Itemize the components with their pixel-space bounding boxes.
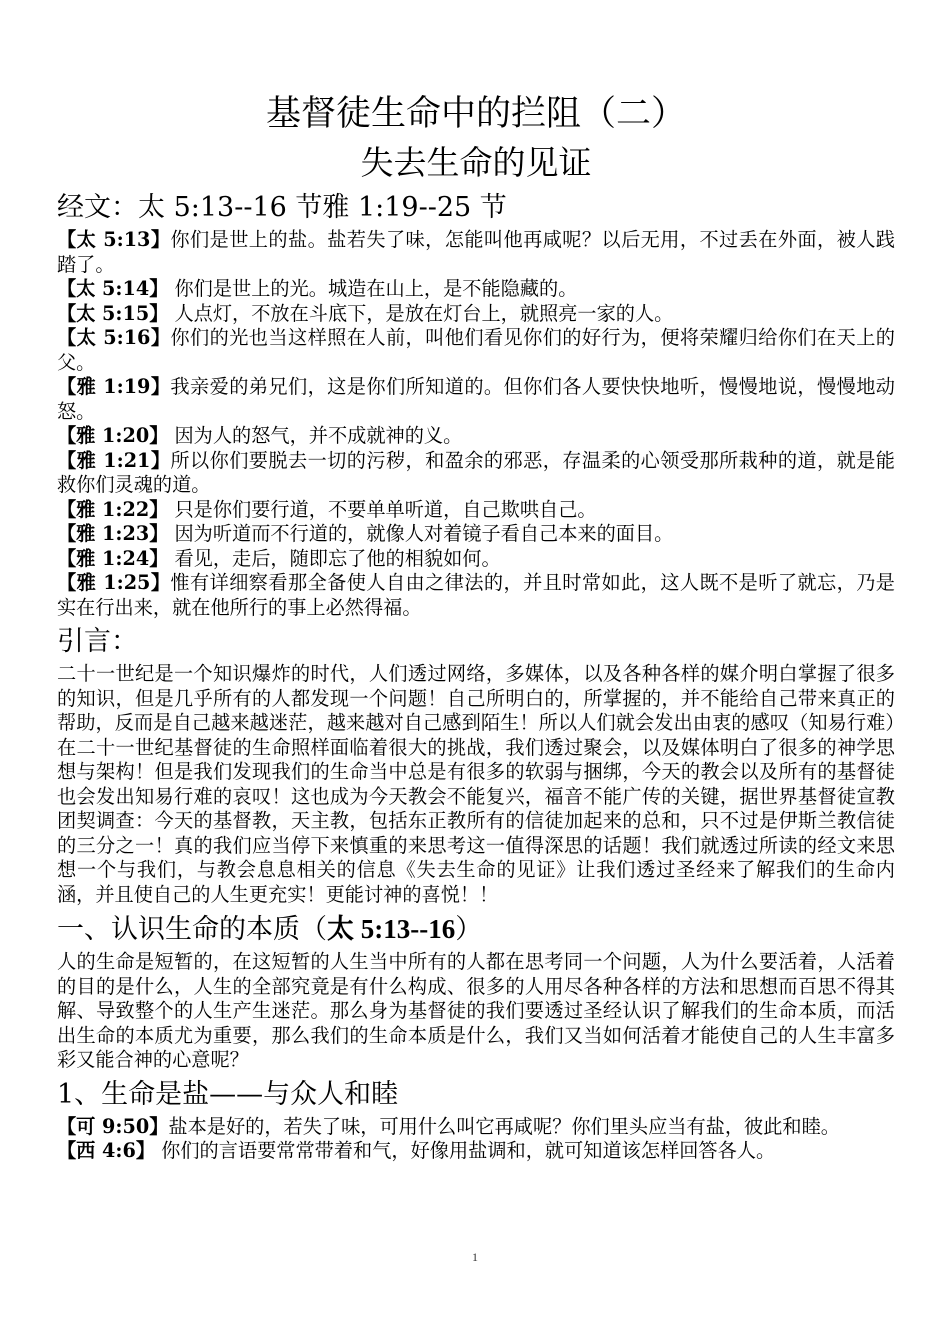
section-heading-ref: 太 5:13--16 — [327, 914, 456, 944]
verse — [57, 498, 895, 523]
verse-text: 惟有详细察看那全备使人自由之律法的，并且时常如此，这人既不是听了就忘，乃是实在行出来，就在他所行的事上必然得福。 — [57, 571, 895, 619]
document-page — [57, 92, 895, 1164]
verse-ref: 【可 9:50】 — [57, 1114, 169, 1138]
verse-ref: 【雅 1:21】 — [57, 448, 171, 472]
verse-ref: 【太 5:14】 — [57, 277, 169, 300]
verse-text: 看见，走后，随即忘了他的相貌如何。 — [168, 546, 501, 570]
verse — [57, 228, 895, 277]
verse-ref: 【雅 1:22】 — [57, 497, 169, 521]
page-number: 1 — [472, 1250, 478, 1264]
verse — [57, 1115, 895, 1140]
verse-ref: 【西 4:6】 — [57, 1139, 156, 1162]
verse-ref: 【雅 1:19】 — [57, 375, 171, 398]
document-title: 基督徒生命中的拦阻（二） — [265, 94, 686, 134]
verse — [57, 302, 895, 327]
section-heading — [57, 911, 895, 948]
intro-paragraph: 二十一世纪是一个知识爆炸的时代，人们透过网络，多媒体，以及各种各样的媒介明白掌握了很多的知识，但是几乎所有的人都发现一个问题！自己所明白的，所掌握的，并不能给自己带来真正的帮助，反而是自己越来越迷茫，越来越对自己感到陌生！所以人们就会发出由衷的感叹（知易行难）在二十一世纪基督徒的生命照样面临着很大的挑战，我们透过聚会，以及媒体明白了很多的神学思想与架构！但是我们发现我们的生命当中总是有很多的软弱与捆绑，今天的教会以及所有的基督徒也会发出知易行难的哀叹！这也成为今天教会不能复兴，福音不能广传的关键，据世界基督徒宣教团契调查：今天的基督教，天主教，包括东正教所有的信徒加起来的总和，只不过是伊斯兰教信徒的三分之一！真的我们应当停下来慎重的来思考这一值得深思的话题！我们就透过所读的经文来思想一个与我们，与教会息息相关的信息《失去生命的见证》让我们透过圣经来了解我们的生命内涵，并且使自己的人生更充实！更能讨神的喜悦！！ — [57, 662, 895, 906]
verse-text: 盐本是好的，若失了味，可用什么叫它再咸呢？你们里头应当有盐，彼此和睦。 — [168, 1114, 840, 1138]
verse — [57, 571, 895, 620]
verse — [57, 522, 895, 547]
verse-ref: 【雅 1:24】 — [57, 546, 169, 570]
verse — [57, 547, 895, 572]
subsection-heading: 1、生命是盐——与众人和睦 — [57, 1078, 399, 1110]
section-heading-suffix: ） — [455, 914, 483, 945]
verse-text: 你们是世上的盐。盐若失了味，怎能叫他再咸呢？以后无用，不过丢在外面，被人践踏了。 — [57, 228, 895, 276]
verse-ref: 【雅 1:25】 — [57, 571, 171, 594]
scripture-heading: 经文：太 5:13--16 节雅 1:19--25 节 — [57, 192, 507, 223]
verse-ref: 【太 5:13】 — [57, 228, 171, 251]
verse-list — [57, 228, 895, 620]
verse — [57, 424, 895, 449]
verse-ref: 【雅 1:23】 — [57, 522, 169, 545]
verse — [57, 375, 895, 424]
verse-ref: 【太 5:15】 — [57, 301, 169, 325]
verse-text: 你们的言语要常常带着和气，好像用盐调和，就可知道该怎样回答各人。 — [155, 1139, 776, 1162]
verse-text: 你们是世上的光。城造在山上，是不能隐藏的。 — [168, 277, 578, 300]
section-paragraph: 人的生命是短暂的，在这短暂的人生当中所有的人都在思考同一个问题，人为什么要活着，人活着的目的是什么，人生的全部究竟是有什么构成、很多的人用尽各种各样的方法和思想而百思不得其解、导致整个的人生产生迷茫。那么身为基督徒的我们要透过圣经认识了解我们的生命本质，而活出生命的本质尤为重要，那么我们的生命本质是什么，我们又当如何活着才能使自己的人生丰富多彩又能合神的心意呢？ — [57, 950, 895, 1071]
verse-text: 所以你们要脱去一切的污秽，和盈余的邪恶，存温柔的心领受那所栽种的道，就是能救你们灵魂的道。 — [57, 448, 895, 496]
verse-text: 因为人的怒气，并不成就神的义。 — [168, 424, 463, 447]
verse — [57, 277, 895, 302]
verse-text: 人点灯，不放在斗底下，是放在灯台上，就照亮一家的人。 — [168, 301, 674, 325]
document-subtitle: 失去生命的见证 — [360, 143, 592, 182]
intro-heading: 引言： — [57, 626, 138, 657]
verse-ref: 【雅 1:20】 — [57, 424, 169, 447]
verse — [57, 1139, 895, 1164]
verse-ref: 【太 5:16】 — [57, 326, 171, 349]
verse-text: 只是你们要行道，不要单单听道，自己欺哄自己。 — [168, 497, 597, 521]
section-heading-prefix: 一、认识生命的本质（ — [57, 914, 327, 945]
verse-text: 你们的光也当这样照在人前，叫他们看见你们的好行为，便将荣耀归给你们在天上的父。 — [57, 326, 895, 374]
verse-text: 因为听道而不行道的，就像人对着镜子看自己本来的面目。 — [168, 522, 674, 545]
verse-text: 我亲爱的弟兄们，这是你们所知道的。但你们各人要快快地听，慢慢地说，慢慢地动怒。 — [57, 375, 895, 423]
verse — [57, 449, 895, 498]
verse — [57, 326, 895, 375]
